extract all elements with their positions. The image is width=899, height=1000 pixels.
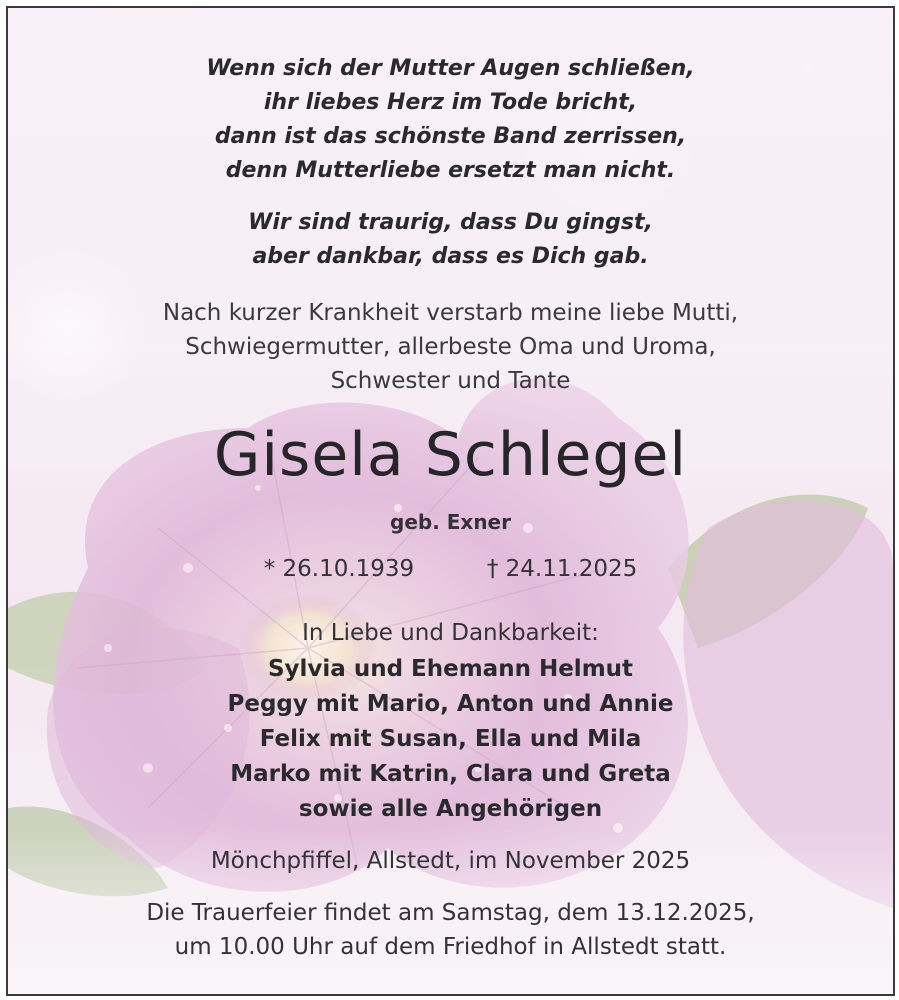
motto2-line: aber dankbar, dass es Dich gab. [252,244,649,269]
intro-line: Nach kurzer Krankheit verstarb meine liebe Mutti, [162,300,739,326]
maiden-name: geb. Exner [390,510,511,534]
mourner-line: Peggy mit Mario, Anton und Annie [227,691,674,717]
intro-line: Schwester und Tante [330,368,571,394]
motto-line: ihr liebes Herz im Tode bricht, [263,90,638,115]
thanks-heading: In Liebe und Dankbarkeit: [302,620,599,646]
mourner-line: Felix mit Susan, Ella und Mila [259,726,642,752]
funeral-info-line: um 10.00 Uhr auf dem Friedhof in Allstedt statt. [174,934,727,960]
death-date: † 24.11.2025 [486,556,638,582]
motto-line: Wenn sich der Mutter Augen schließen, [206,56,695,81]
mourner-line: Marko mit Katrin, Clara und Greta [230,761,671,787]
motto-line: dann ist das schönste Band zerrissen, [214,124,687,149]
obituary-text [8,8,893,994]
place-and-date: Mönchpfiffel, Allstedt, im November 2025 [210,848,691,874]
mourner-line: Sylvia und Ehemann Helmut [267,656,634,682]
funeral-info-line: Die Trauerfeier findet am Samstag, dem 13.12.2025, [146,900,755,926]
mourner-line: sowie alle Angehörigen [298,796,603,822]
life-dates [8,556,893,582]
deceased-name: Gisela Schlegel [213,420,688,490]
obituary-card [6,6,895,996]
motto-line: denn Mutterliebe ersetzt man nicht. [225,158,676,183]
birth-date: * 26.10.1939 [263,556,415,582]
motto2-line: Wir sind traurig, dass Du gingst, [248,210,653,235]
intro-line: Schwiegermutter, allerbeste Oma und Uroma, [185,334,716,360]
